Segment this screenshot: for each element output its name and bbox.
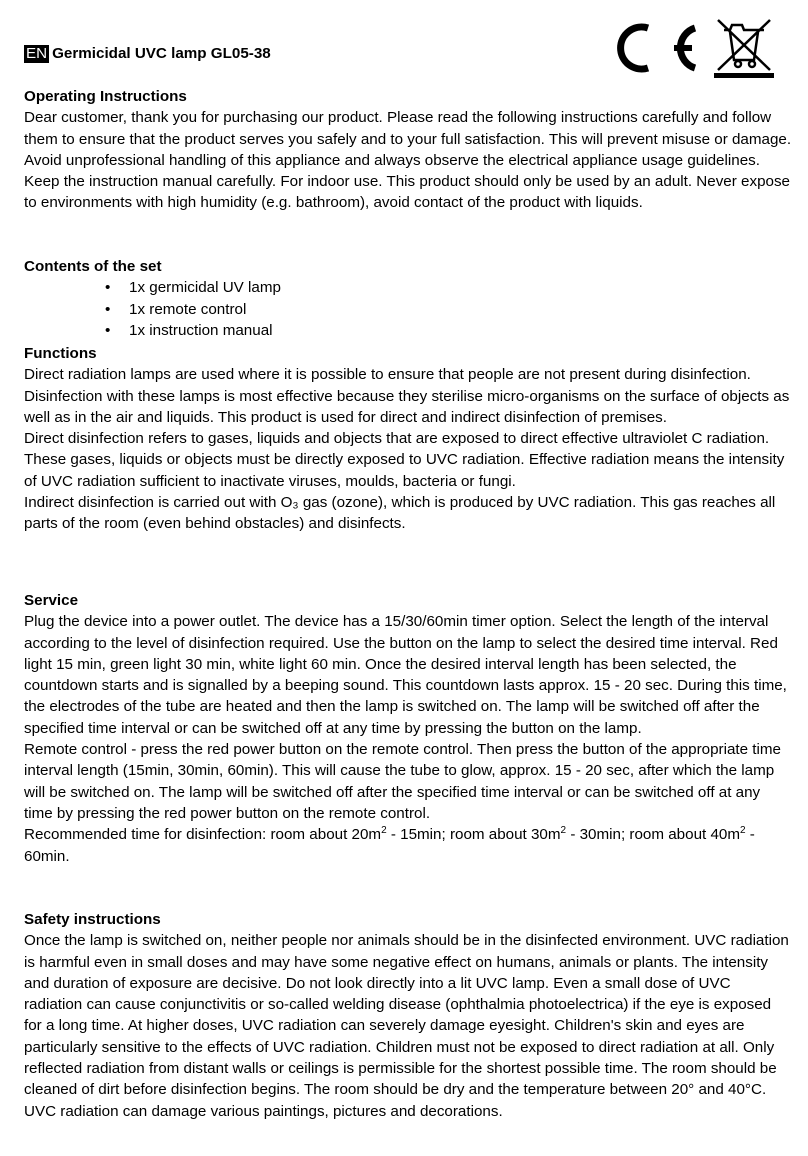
functions-paragraph: Direct disinfection refers to gases, liquids and objects that are exposed to direct effective ultraviolet C radiation. These gases, liquids or objects must be directly exposed to UVC radiation. Effective radiation means the intensity of UVC radiation sufficient to inactivate viruses, moulds, bacteria or fungi. <box>24 430 785 490</box>
ce-mark-icon <box>621 27 695 69</box>
weee-bin-icon <box>714 20 774 78</box>
safety-heading: Safety instructions <box>24 911 161 928</box>
service-heading: Service <box>24 592 79 609</box>
contents-heading: Contents of the set <box>24 258 162 275</box>
contents-section <box>24 256 792 341</box>
safety-text: Once the lamp is switched on, neither people nor animals should be in the disinfected environment. UVC radiation is harmful even in small doses and may have some negative effect on humans, animals or plants. The intensity and duration of exposure are decisive. Do not look directly into a lit UVC lamp. Even a small dose of UVC radiation can cause conjunctivitis or so-called welding disease (ophthalmia photoelectrica) if the eye is exposed for a long time. At higher doses, UVC radiation can severely damage eyesight. Children's skin and eyes are particularly sensitive to the effects of UVC radiation. Children must not be exposed to direct radiation at all. Only reflected radiation from distant walls or ceilings is permissible for the shortest possible time. The room should be cleaned of dirt before disinfection begins. The room should be dry and the temperature between 20° and 40°C. UVC radiation can damage various paintings, pictures and decorations. <box>24 932 789 1120</box>
operating-instructions-heading: Operating Instructions <box>24 88 187 105</box>
list-item: • 1x germicidal UV lamp <box>129 277 792 298</box>
language-badge: EN <box>26 45 48 62</box>
document-header <box>24 43 271 65</box>
service-paragraph: Remote control - press the red power button on the remote control. Then press the button of the appropriate time interval length (15min, 30min, 60min). This will cause the tube to glow, approx. 15 - 20 sec, after which the lamp will be switched on. The lamp will be switched off after the specified time interval or can be switched off at any time by pressing the red power button on the remote control. <box>24 741 781 822</box>
functions-paragraph: Indirect disinfection is carried out with O₃ gas (ozone), which is produced by UVC radiation. This gas reaches all parts of the room (even behind obstacles) and disinfects. <box>24 494 776 533</box>
service-paragraph: Plug the device into a power outlet. The device has a 15/30/60min timer option. Select the length of the interval according to the level of disinfection required. Use the button on the lamp to select the desired time interval. Red light 15 min, green light 30 min, white light 60 min. Once the desired interval length has been selected, the countdown starts and is signalled by a beeping sound. This countdown lasts approx. 15 - 20 sec. During this time, the electrodes of the tube are heated and then the lamp is switched on. The lamp will be switched off after the specified time interval or can be switched off at any time by pressing the button on the lamp. <box>24 613 787 737</box>
service-recommended-time: Recommended time for disinfection: room about $20m^2 - 15\min$; room about $30m^2 - 30\min$; room about $40m^2 - 60\min$. <box>24 825 755 865</box>
contents-list <box>24 277 792 341</box>
functions-heading: Functions <box>24 345 97 362</box>
operating-instructions-text: Dear customer, thank you for purchasing our product. Please read the following instructions carefully and follow them to ensure that the product serves you safely and to your full satisfaction. This will prevent misuse or damage. Avoid unprofessional handling of this appliance and always observe the electrical appliance usage guidelines. Keep the instruction manual carefully. For indoor use. This product should only be used by an adult. Never expose to environments with high humidity (e.g. bathroom), avoid contact of the product with liquids. <box>24 109 792 212</box>
operating-instructions-section <box>24 86 792 214</box>
service-section <box>24 590 792 867</box>
document-title: Germicidal UVC lamp GL05-38 <box>52 45 271 63</box>
certification-logos <box>602 16 790 78</box>
list-item: • 1x instruction manual <box>129 320 792 341</box>
safety-section <box>24 909 792 1122</box>
functions-paragraph: Direct radiation lamps are used where it is possible to ensure that people are not present during disinfection. Disinfection with these lamps is most effective because they sterilise micro-organisms on the surface of objects as well as in the air and liquids. This product is used for direct and indirect disinfection of premises. <box>24 366 790 426</box>
functions-section <box>24 343 792 535</box>
list-item: • 1x remote control <box>129 299 792 320</box>
